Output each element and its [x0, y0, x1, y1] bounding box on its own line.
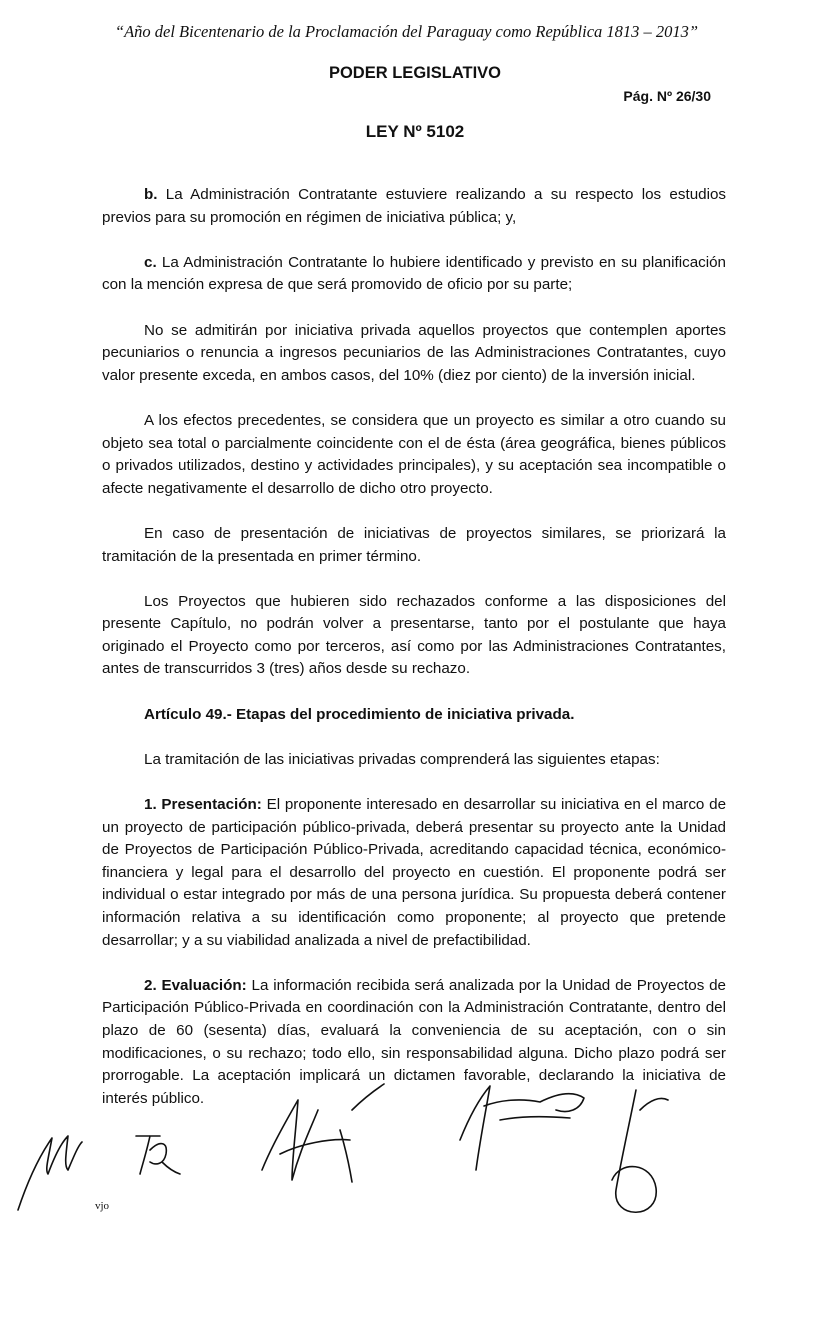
- item-b-paragraph: [102, 184, 726, 229]
- paragraph-priority: En caso de presentación de iniciativas de proyectos similares, se priorizará la tramitación de la presentada en primer término.: [102, 524, 726, 565]
- signatures: [0, 1070, 813, 1230]
- law-title: LEY Nº 5102: [365, 122, 465, 141]
- stage-1-paragraph: [102, 794, 726, 952]
- signature-2: [136, 1136, 180, 1174]
- stage-2-label: 2. Evaluación:: [144, 976, 247, 994]
- item-c-paragraph: [102, 252, 726, 297]
- stage-1-label: 1. Presentación:: [144, 796, 262, 814]
- item-b-text: La Administración Contratante estuviere realizando a su respecto los estudios previos para su promoción en régimen de iniciativa pública; y,: [102, 186, 726, 226]
- item-c-marker: c.: [144, 253, 157, 271]
- paragraph-similar-projects: A los efectos precedentes, se considera que un proyecto es similar a otro cuando su objeto sea total o parcialmente coincidente con el de ésta (área geográfica, bienes públicos o privados utilizados, destino y actividades principales), y su aceptación sea incompatible o afecte negativamente el desarrollo de dicho otro proyecto.: [102, 411, 726, 497]
- stage-2-text: La información recibida será analizada por la Unidad de Proyectos de Participación Público-Privada en coordinación con la Administración Contratante, dentro del plazo de 60 (sesenta) días, evaluará la conveniencia de su aceptación, con o sin modificaciones, o su rechazo; todo ello, sin responsabilidad alguna. Dicho plazo podrá ser prorrogable. La aceptación implicará un dictamen favorable, declarando la iniciativa de interés público.: [102, 976, 727, 1107]
- stage-1-text: El proponente interesado en desarrollar su iniciativa en el marco de un proyecto de participación público-privada, deberá presentar su proyecto ante la Unidad de Proyectos de Participación Público-Privada, acreditando capacidad técnica, económico-financiera y legal para el desarrollo del proyecto en cuestión. El proponente podrá ser individual o estar integrado por más de una persona jurídica. Su propuesta deberá contener información relativa a su identificación como proponente; al proyecto que pretende desarrollar; y a su viabilidad analizada a nivel de prefactibilidad.: [102, 796, 727, 949]
- signature-5: [612, 1090, 668, 1212]
- paragraph-private-initiative-limits: No se admitirán por iniciativa privada aquellos proyectos que contemplen aportes pecuniarios o renuncia a ingresos pecuniarios de las Administraciones Contratantes, cuyo valor presente exceda, en ambos casos, del 10% (diez por ciento) de la inversión inicial.: [102, 321, 726, 384]
- item-b-marker: b.: [144, 186, 158, 203]
- paragraph-stages-intro: La tramitación de las iniciativas privadas comprenderá las siguientes etapas:: [144, 750, 660, 768]
- paragraph-rejected-projects: Los Proyectos que hubieren sido rechazados conforme a las disposiciones del presente Capítulo, no podrán volver a presentarse, tanto por el postulante que haya originado el Proyecto como por terceros, así como por las Administraciones Contratantes, antes de transcurridos 3 (tres) años desde su rechazo.: [102, 592, 726, 678]
- signature-3: [262, 1084, 384, 1182]
- item-c-text: La Administración Contratante lo hubiere identificado y previsto en su planificación con la mención expresa de que será promovido de oficio por su parte;: [102, 253, 726, 294]
- document-body: [102, 184, 726, 1133]
- header-motto: “Año del Bicentenario de la Proclamación del Paraguay como República 1813 – 2013”: [114, 22, 699, 41]
- article-49-heading: Artículo 49.- Etapas del procedimiento de iniciativa privada.: [144, 705, 575, 723]
- page-number: Pág. Nº 26/30: [623, 88, 711, 104]
- signature-4: [460, 1086, 584, 1170]
- organization-title: PODER LEGISLATIVO: [328, 64, 502, 82]
- signature-1: [18, 1136, 82, 1210]
- typist-initials: vjo: [95, 1200, 110, 1212]
